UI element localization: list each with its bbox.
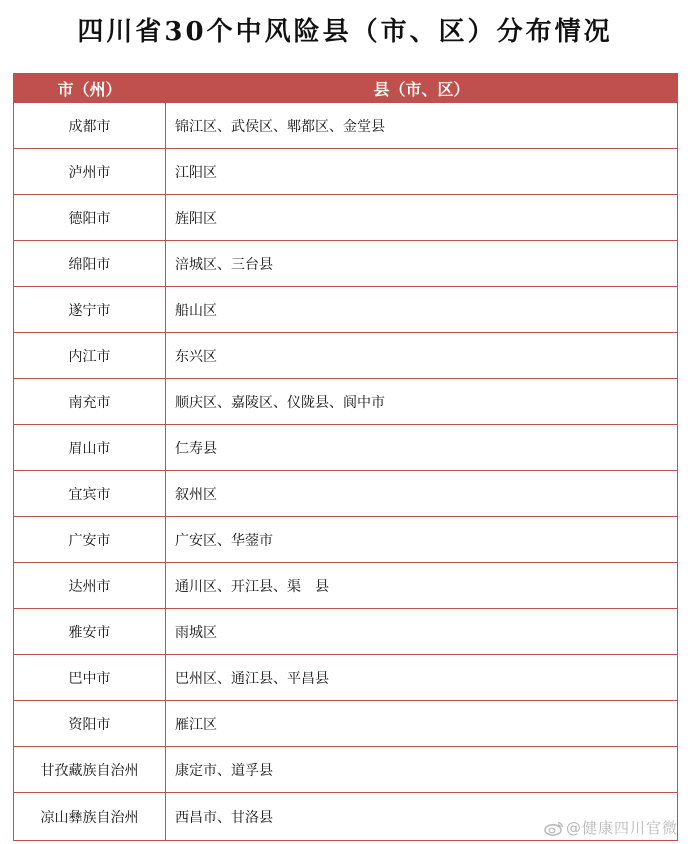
table-row bbox=[14, 747, 678, 793]
county-cell: 叙州区 bbox=[166, 471, 678, 517]
header-city: 市（州） bbox=[14, 73, 166, 103]
risk-area-table bbox=[13, 73, 678, 841]
table-row bbox=[14, 149, 678, 195]
city-cell: 达州市 bbox=[14, 563, 166, 609]
city-cell: 甘孜藏族自治州 bbox=[14, 747, 166, 793]
city-cell: 德阳市 bbox=[14, 195, 166, 241]
table-row bbox=[14, 241, 678, 287]
city-cell: 遂宁市 bbox=[14, 287, 166, 333]
city-cell: 凉山彝族自治州 bbox=[14, 793, 166, 841]
table-row bbox=[14, 287, 678, 333]
table-row bbox=[14, 609, 678, 655]
city-cell: 雅安市 bbox=[14, 609, 166, 655]
table-row bbox=[14, 379, 678, 425]
city-cell: 内江市 bbox=[14, 333, 166, 379]
city-cell: 南充市 bbox=[14, 379, 166, 425]
county-cell: 江阳区 bbox=[166, 149, 678, 195]
city-cell: 宜宾市 bbox=[14, 471, 166, 517]
city-cell: 广安市 bbox=[14, 517, 166, 563]
watermark bbox=[544, 817, 678, 838]
county-cell: 康定市、道孚县 bbox=[166, 747, 678, 793]
table-row bbox=[14, 517, 678, 563]
header-county: 县（市、区） bbox=[166, 73, 678, 103]
city-cell: 资阳市 bbox=[14, 701, 166, 747]
city-cell: 泸州市 bbox=[14, 149, 166, 195]
table-row bbox=[14, 655, 678, 701]
table-row bbox=[14, 471, 678, 517]
county-cell: 雨城区 bbox=[166, 609, 678, 655]
county-cell: 雁江区 bbox=[166, 701, 678, 747]
county-cell: 船山区 bbox=[166, 287, 678, 333]
county-cell: 广安区、华蓥市 bbox=[166, 517, 678, 563]
city-cell: 巴中市 bbox=[14, 655, 166, 701]
city-cell: 眉山市 bbox=[14, 425, 166, 471]
county-cell: 巴州区、通江县、平昌县 bbox=[166, 655, 678, 701]
weibo-icon bbox=[544, 820, 564, 836]
county-cell: 锦江区、武侯区、郫都区、金堂县 bbox=[166, 103, 678, 149]
watermark-text: @健康四川官微 bbox=[565, 819, 678, 837]
table-row bbox=[14, 195, 678, 241]
county-cell: 涪城区、三台县 bbox=[166, 241, 678, 287]
city-cell: 绵阳市 bbox=[14, 241, 166, 287]
page-title: 四川省30个中风险县（市、区）分布情况 bbox=[77, 17, 613, 47]
table-row bbox=[14, 563, 678, 609]
county-cell: 仁寿县 bbox=[166, 425, 678, 471]
county-cell: 西昌市、甘洛县 bbox=[166, 793, 678, 841]
table-header-row bbox=[14, 73, 678, 103]
county-cell: 通川区、开江县、渠 县 bbox=[166, 563, 678, 609]
county-cell: 东兴区 bbox=[166, 333, 678, 379]
table-row bbox=[14, 425, 678, 471]
city-cell: 成都市 bbox=[14, 103, 166, 149]
table-row bbox=[14, 103, 678, 149]
county-cell: 旌阳区 bbox=[166, 195, 678, 241]
table-row bbox=[14, 701, 678, 747]
table-row bbox=[14, 333, 678, 379]
county-cell: 顺庆区、嘉陵区、仪陇县、阆中市 bbox=[166, 379, 678, 425]
